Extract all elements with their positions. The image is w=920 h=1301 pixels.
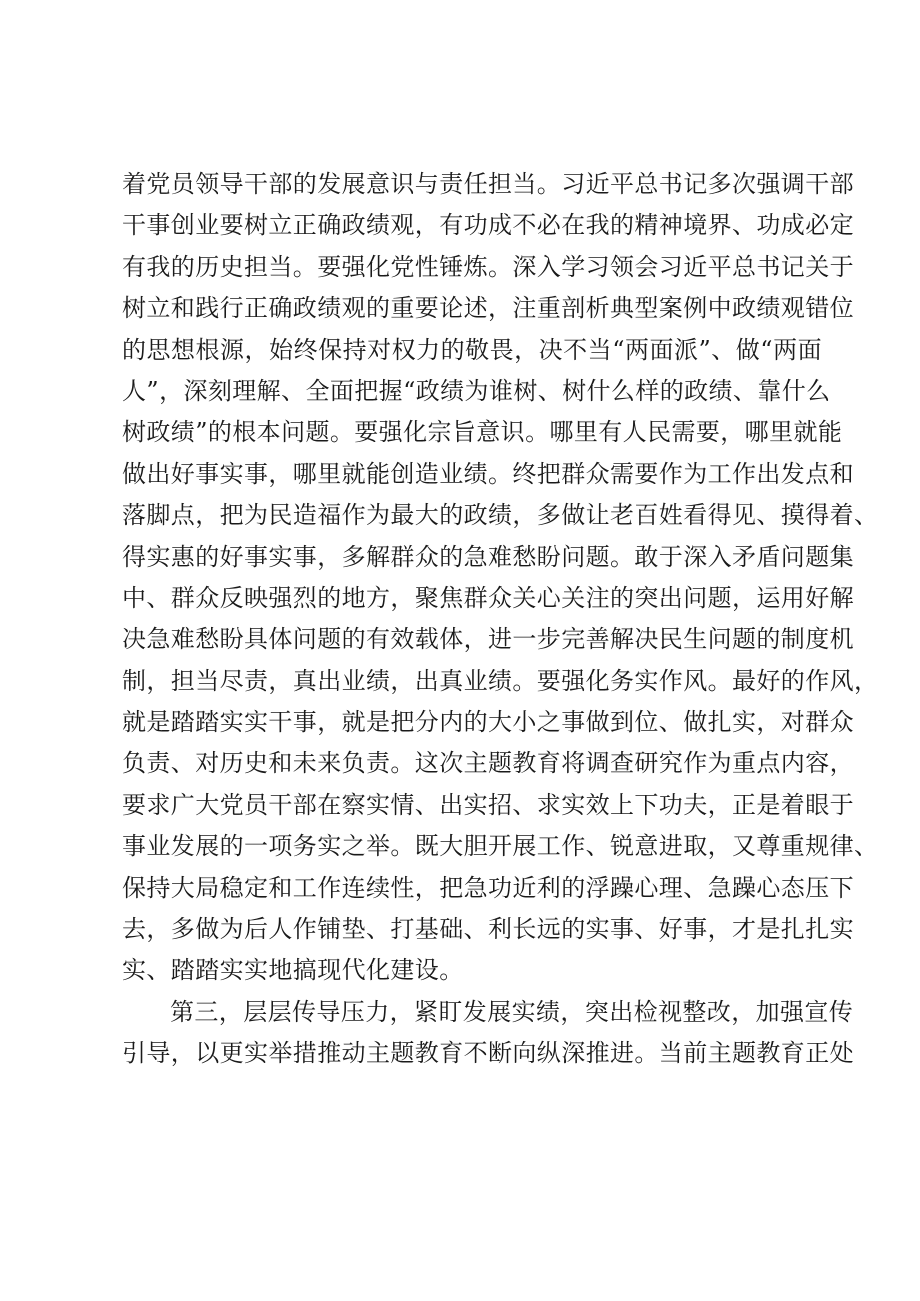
- text-line: 人”，深刻理解、全面把握“政绩为谁树、树什么样的政绩、靠什么: [122, 376, 831, 405]
- text-line: 树政绩”的根本问题。要强化宗旨意识。哪里有人民需要，哪里就能: [122, 418, 843, 447]
- text-line: 干事创业要树立正确政绩观，有功成不必在我的精神境界、功成必定: [122, 211, 854, 240]
- text-line: 保持大局稳定和工作连续性，把急功近利的浮躁心理、急躁心态压下: [122, 873, 854, 902]
- text-line: 落脚点，把为民造福作为最大的政绩，多做让老百姓看得见、摸得着、: [122, 501, 879, 530]
- text-line: 就是踏踏实实干事，就是把分内的大小之事做到位、做扎实，对群众: [122, 708, 854, 737]
- text-line: 事业发展的一项务实之举。既大胆开展工作、锐意进取，又尊重规律、: [122, 832, 879, 861]
- paragraph-first-line: 第三，层层传导压力，紧盯发展实绩，突出检视整改，加强宣传: [170, 997, 854, 1026]
- text-line: 的思想根源，始终保持对权力的敬畏，决不当“两面派”、做“两面: [122, 335, 822, 364]
- text-line: 决急难愁盼具体问题的有效载体，进一步完善解决民生问题的制度机: [122, 625, 854, 654]
- text-line: 有我的历史担当。要强化党性锤炼。深入学习领会习近平总书记关于: [122, 252, 854, 281]
- text-line: 要求广大党员干部在察实情、出实招、求实效上下功夫，正是着眼于: [122, 790, 854, 819]
- text-line: 中、群众反映强烈的地方，聚焦群众关心关注的突出问题，运用好解: [122, 583, 854, 612]
- text-line: 实、踏踏实实地搞现代化建设。: [122, 956, 464, 985]
- body-text: [122, 164, 879, 1075]
- text-line: 做出好事实事，哪里就能创造业绩。终把群众需要作为工作出发点和: [122, 459, 854, 488]
- text-line: 得实惠的好事实事，多解群众的急难愁盼问题。敢于深入矛盾问题集: [122, 542, 854, 571]
- text-line: 负责、对历史和未来负责。这次主题教育将调查研究作为重点内容，: [122, 749, 854, 778]
- text-line: 着党员领导干部的发展意识与责任担当。习近平总书记多次强调干部: [122, 170, 854, 198]
- text-line: 去，多做为后人作铺垫、打基础、利长远的实事、好事，才是扎扎实: [122, 915, 854, 944]
- text-line: 引导，以更实举措推动主题教育不断向纵深推进。当前主题教育正处: [122, 1039, 854, 1068]
- text-line: 树立和践行正确政绩观的重要论述，注重剖析典型案例中政绩观错位: [122, 294, 854, 323]
- text-line: 制，担当尽责，真出业绩，出真业绩。要强化务实作风。最好的作风，: [122, 666, 879, 695]
